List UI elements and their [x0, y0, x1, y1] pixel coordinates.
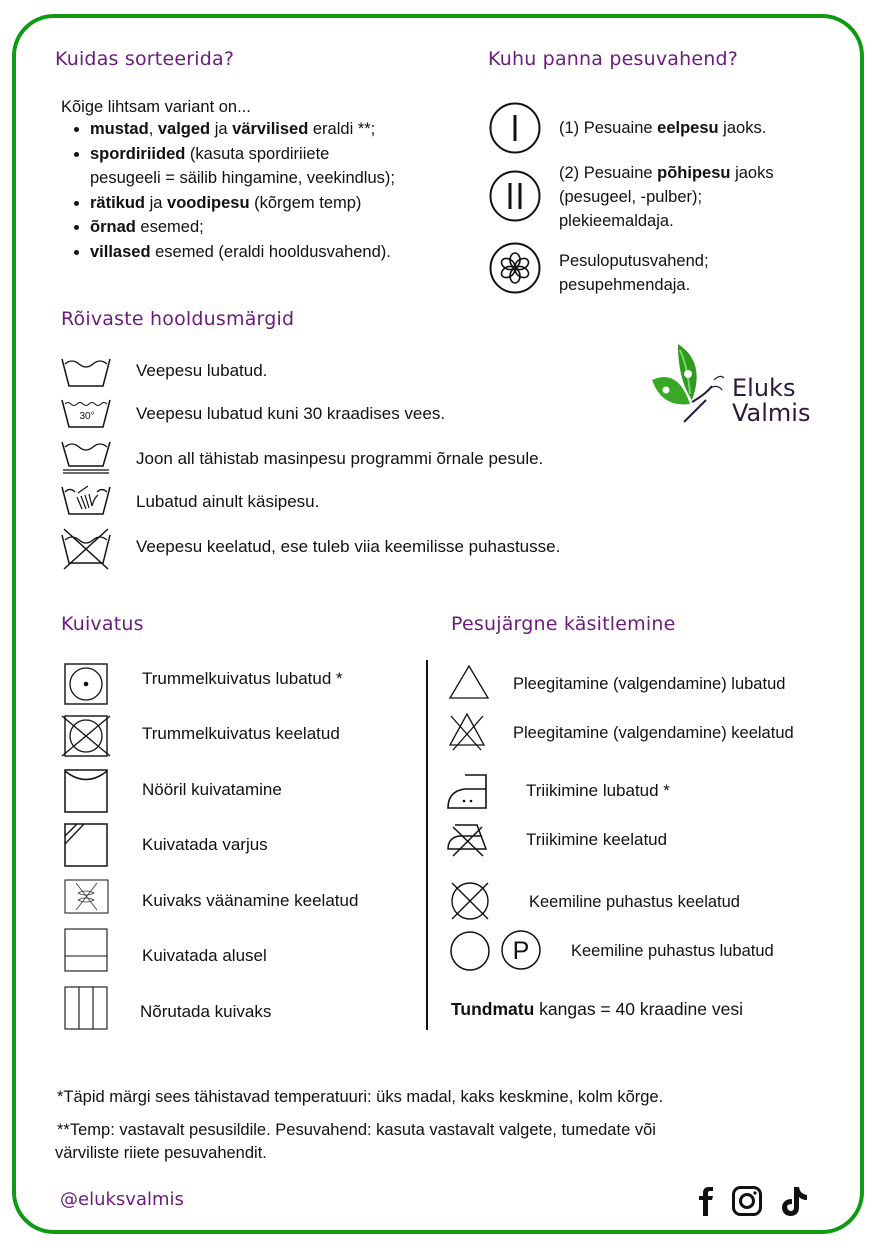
eluks-valmis-logo: [648, 338, 730, 428]
detergent-heading: Kuhu panna pesuvahend?: [488, 48, 739, 70]
dry-flat-icon: [63, 927, 109, 973]
drip-dry-icon: [63, 985, 109, 1031]
sorting-item: [90, 215, 395, 240]
footnote-two-line-2: värviliste riiete pesuvahendit.: [55, 1144, 267, 1162]
sorting-item-text: ,: [148, 120, 158, 138]
drying-text: Nööril kuivatamine: [142, 780, 282, 799]
sorting-item-bold: villased: [90, 242, 151, 261]
sorting-item-text: esemed (eraldi hooldusvahend).: [150, 242, 391, 261]
wash-tub-icon: [58, 355, 114, 389]
drying-text: Kuivatada alusel: [142, 946, 267, 965]
no-tumble-dry-icon: [60, 714, 112, 758]
after-text: Keemiline puhastus keelatud: [529, 893, 740, 911]
instagram-icon[interactable]: [731, 1185, 763, 1217]
compartment-one-icon: [488, 101, 542, 155]
no-bleach-icon: [447, 711, 491, 751]
softener-flower-icon: [488, 241, 542, 295]
drying-text: Kuivaks väänamine keelatud: [142, 891, 359, 910]
logo-line-1: Eluks: [732, 374, 796, 402]
sorting-item-bold: mustad: [90, 120, 149, 138]
iron-icon: [445, 773, 491, 811]
sorting-item-text: esemed;: [135, 218, 204, 236]
do-not-wash-icon: [58, 527, 114, 571]
sorting-item-text: (kasuta spordiriiete: [185, 144, 330, 163]
column-divider: [426, 660, 428, 1030]
wash-30-icon: [58, 396, 114, 430]
wash-temp-label: 30°: [79, 411, 95, 422]
after-text: Pleegitamine (valgendamine) lubatud: [513, 675, 786, 693]
sorting-item-bold: spordiriided: [90, 144, 186, 163]
do-not-wring-icon: [64, 879, 110, 915]
sorting-item-line2: pesugeeli = säilib hingamine, veekindlus);: [90, 169, 395, 187]
wash-gentle-icon: [58, 438, 114, 476]
after-text: Triikimine lubatud *: [526, 781, 670, 800]
sorting-item: [90, 191, 395, 216]
dry-clean-p-label: P: [512, 937, 530, 965]
dry-clean-icon: [449, 930, 545, 974]
drying-text: Nõrutada kuivaks: [140, 1002, 272, 1021]
sorting-item-text: ja: [145, 193, 168, 212]
sorting-item-bold: rätikud: [90, 193, 146, 212]
sorting-list: [62, 117, 395, 264]
drying-heading: Kuivatus: [61, 613, 144, 635]
care-text: Veepesu lubatud kuni 30 kraadises vees.: [136, 404, 446, 423]
after-text: Pleegitamine (valgendamine) keelatud: [513, 724, 794, 742]
drying-text: Kuivatada varjus: [142, 835, 268, 854]
logo-line-2: Valmis: [732, 399, 811, 427]
care-text: Joon all tähistab masinpesu programmi õrnale pesule.: [136, 449, 544, 468]
hand-wash-icon: [58, 483, 114, 517]
drying-text: Trummelkuivatus lubatud *: [142, 669, 343, 688]
sorting-item: [90, 117, 395, 142]
social-handle[interactable]: @eluksvalmis: [60, 1189, 184, 1210]
sorting-item-text: (kõrgem temp): [249, 193, 362, 212]
after-heading: Pesujärgne käsitlemine: [451, 613, 676, 635]
sorting-item-bold: õrnad: [90, 218, 136, 236]
logo-text: [732, 376, 810, 426]
sorting-item-bold: valged: [157, 120, 211, 138]
no-iron-icon: [445, 821, 491, 859]
detergent-item-2: (2) Pesuaine põhipesu jaoks (pesugeel, -pulber); plekieemaldaja.: [559, 164, 774, 230]
sorting-item-text: eraldi **;: [308, 120, 376, 138]
care-text: Lubatud ainult käsipesu.: [136, 492, 320, 511]
after-text: Keemiline puhastus lubatud: [571, 942, 774, 960]
footnote-one: *Täpid märgi sees tähistavad temperatuuri: üks madal, kaks keskmine, kolm kõrge.: [57, 1088, 664, 1106]
drying-text: Trummelkuivatus keelatud: [142, 724, 340, 743]
sorting-item-bold: voodipesu: [167, 193, 250, 212]
line-dry-icon: [63, 768, 109, 814]
care-text: Veepesu keelatud, ese tuleb viia keemilisse puhastusse.: [136, 537, 561, 556]
sorting-intro: Kõige lihtsam variant on...: [61, 98, 251, 116]
after-text: Triikimine keelatud: [526, 830, 668, 849]
detergent-item-1: (1) Pesuaine eelpesu jaoks.: [559, 119, 767, 137]
bleach-icon: [447, 663, 491, 701]
sorting-item: [90, 142, 395, 191]
footnote-two-line-1: **Temp: vastavalt pesusildile. Pesuvahend: kasuta vastavalt valgete, tumedate või: [57, 1121, 656, 1139]
detergent-item-3: Pesuloputusvahend; pesupehmendaja.: [559, 252, 709, 294]
compartment-two-icon: [488, 169, 542, 223]
unknown-fabric-note: Tundmatu kangas = 40 kraadine vesi: [451, 999, 743, 1019]
care-text: Veepesu lubatud.: [136, 361, 268, 380]
care-heading: Rõivaste hooldusmärgid: [61, 308, 295, 330]
facebook-icon[interactable]: [696, 1185, 716, 1217]
tumble-dry-icon: [63, 662, 109, 706]
sorting-item-text: ja: [210, 120, 233, 138]
sorting-item: [90, 240, 395, 265]
sorting-heading: Kuidas sorteerida?: [55, 48, 235, 70]
sorting-item-bold: värvilised: [232, 120, 309, 138]
no-dry-clean-icon: [449, 880, 493, 922]
tiktok-icon[interactable]: [779, 1184, 809, 1218]
dry-in-shade-icon: [63, 822, 109, 868]
